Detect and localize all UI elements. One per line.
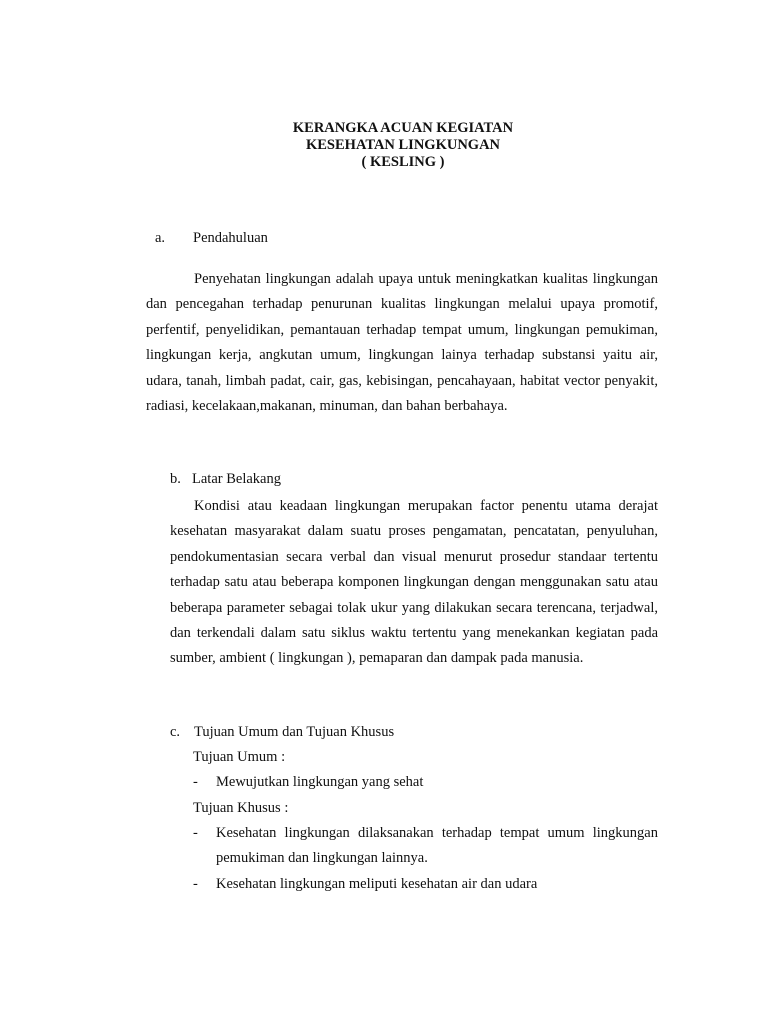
title-line-2: KESEHATAN LINGKUNGAN <box>305 137 501 153</box>
section-b-marker: b. <box>170 471 181 487</box>
title-line-1: KERANGKA ACUAN KEGIATAN <box>292 120 514 136</box>
list-item-text: Mewujutkan lingkungan yang sehat <box>216 774 424 790</box>
section-a-title: Pendahuluan <box>193 230 268 246</box>
list-item <box>193 770 658 795</box>
section-b-paragraph: Kondisi atau keadaan lingkungan merupakan factor penentu utama derajat kesehatan masyarakat dalam suatu proses pengamatan, pencatatan, penyuluhan, pendokumentasian secara verbal dan visual menurut prosedur standaar tertentu terhadap satu atau beberapa komponen lingkungan dengan menggunakan satu atau beberapa parameter sebagai tolak ukur yang dilakukan secara terencana, terjadwal, dan terkendali dalam satu siklus waktu tertentu yang menekankan kegiatan pada sumber, ambient ( lingkungan ), pemaparan dan dampak pada manusia. <box>170 498 658 667</box>
bullet-dash: - <box>193 774 198 790</box>
tujuan-umum-label: Tujuan Umum : <box>193 749 286 765</box>
bullet-dash: - <box>193 825 198 841</box>
list-item <box>193 821 658 872</box>
bullet-dash: - <box>193 876 198 892</box>
title-line-3: ( KESLING ) <box>361 154 445 170</box>
section-a-marker: a. <box>155 230 166 246</box>
section-b-title: Latar Belakang <box>192 471 281 487</box>
section-b-heading <box>170 470 281 489</box>
tujuan-khusus-label: Tujuan Khusus : <box>193 800 289 816</box>
section-c-heading <box>170 723 394 742</box>
section-c-marker: c. <box>170 724 181 740</box>
list-item <box>193 872 658 897</box>
section-a-heading <box>155 229 268 248</box>
list-item-text: Kesehatan lingkungan meliputi kesehatan air dan udara <box>216 876 538 892</box>
section-a-paragraph: Penyehatan lingkungan adalah upaya untuk meningkatkan kualitas lingkungan dan pencegahan terhadap penurunan kualitas lingkungan melalui upaya promotif, perfentif, penyelidikan, pemantauan terhadap tempat umum, lingkungan pemukiman, lingkungan kerja, angkutan umum, lingkungan lainya terhadap substansi yaitu air, udara, tanah, limbah padat, cair, gas, kebisingan, pencahayaan, habitat vector penyakit, radiasi, kecelakaan,makanan, minuman, dan bahan berbahaya. <box>146 271 658 415</box>
section-c-title: Tujuan Umum dan Tujuan Khusus <box>194 724 395 740</box>
list-item-text: Kesehatan lingkungan dilaksanakan terhadap tempat umum lingkungan pemukiman dan lingkungan lainnya. <box>216 825 658 867</box>
document-title <box>0 120 768 171</box>
